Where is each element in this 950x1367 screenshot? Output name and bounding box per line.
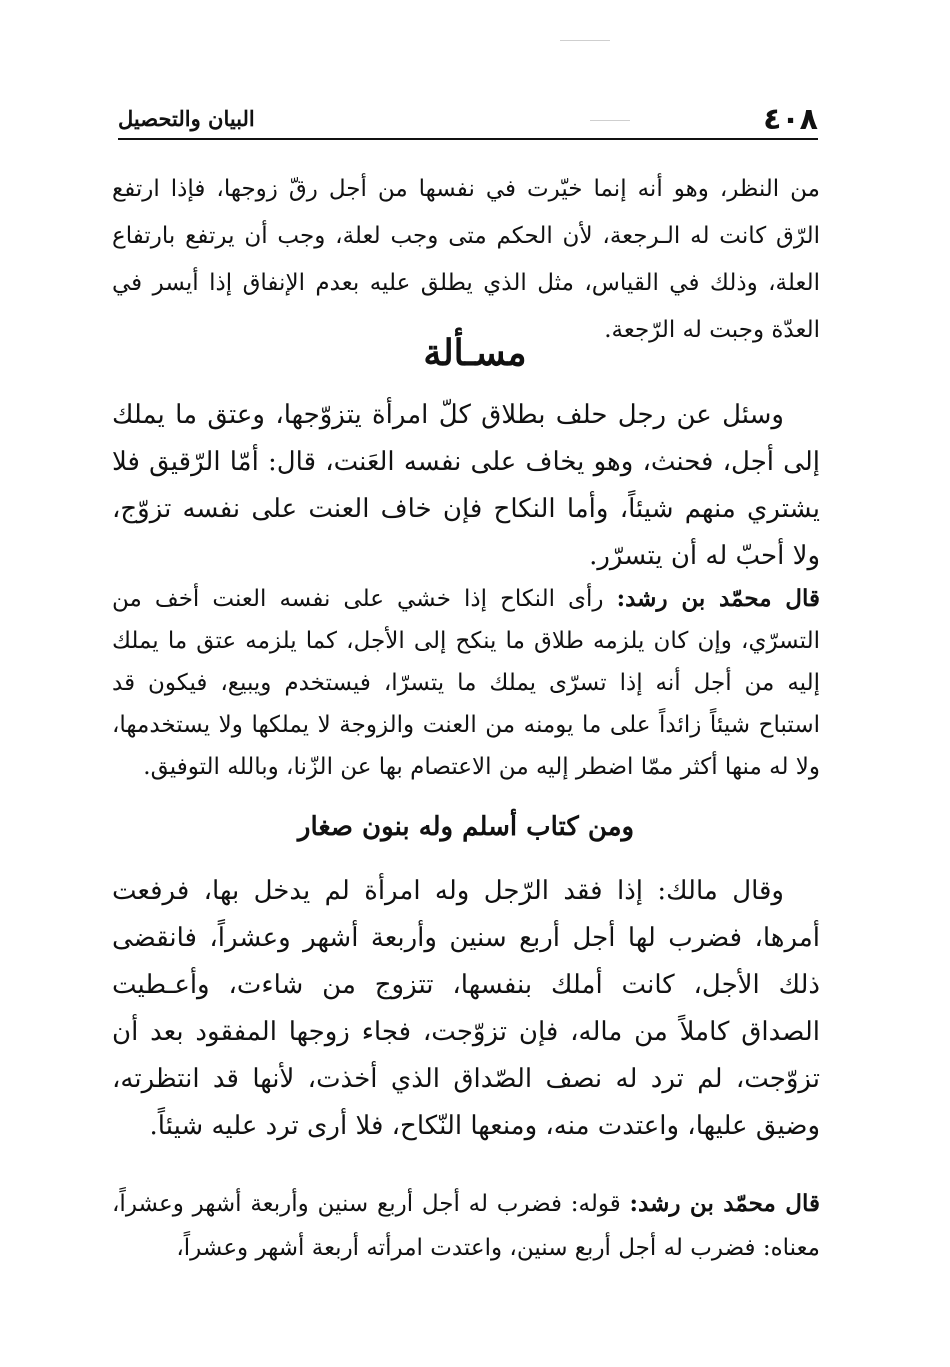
page-number: ٤٠٨ (763, 102, 818, 137)
masala-heading: مسـألة (423, 332, 527, 374)
running-title: البيان والتحصيل (118, 106, 255, 131)
paragraph-malik (112, 868, 820, 1150)
commentary-text-2: قوله: فضرب له أجل أربع سنين وأربعة أشهر وعشراً، معناه: فضرب له أجل أربع سنين، واعتدت امرأته أربعة أشهر وعشراً، (112, 1191, 820, 1261)
commentator-label: قال محمّد بن رشد: (629, 1190, 821, 1217)
header-rule (118, 138, 818, 140)
section-heading: ومن كتاب أسلم وله بنون صغار (297, 812, 635, 842)
commentary-text: رأى النكاح إذا خشي على نفسه العنت أخف من التسرّي، وإن كان يلزمه طلاق ما ينكح إلى الأجل، كما يلزمه عتق ما يملك إليه من أجل أنه إذا تسرّى يملك ما يتسرّا، فيستخدم ويبيع، فيكون قد استباح شيئاً زائداً على ما يومنه من العنت والزوجة لا يملكها ولا يستخدمها، ولا له منها أكثر ممّا اضطر إليه من الاعتصام بها عن الزّنا، وبالله التوفيق. (112, 586, 820, 780)
paragraph-commentary (112, 578, 820, 788)
paragraph-commentary-2 (112, 1182, 820, 1270)
paragraph-continuation: من النظر، وهو أنه إنما خيّرت في نفسها من أجل رقّ زوجها، فإذا ارتفع الرّق كانت له الـرجعة، لأن الحكم متى وجب لعلة، وجب أن يرتفع بارتفاع العلة، وذلك في القياس، مثل الذي يطلق عليه بعدم الإنفاق إذا أيسر في العدّة وجبت له الرّجعة. (112, 176, 820, 343)
question-text: وسئل عن رجل حلف بطلاق كلّ امرأة يتزوّجها، وعتق ما يملك إلى أجل، فحنث، وهو يخاف على نفسه العَنت، قال: أمّا الرّقيق فلا يشتري منهم شيئاً، وأما النكاح فإن خاف العنت على نفسه تزوّج، ولا أحبّ له أن يتسرّر. (112, 400, 820, 571)
page-header (118, 100, 818, 140)
scan-artifact (560, 40, 610, 41)
malik-text: وقال مالك: إذا فقد الرّجل وله امرأة لم يدخل بها، فرفعت أمرها، فضرب لها أجل أربع سنين وأربعة أشهر وعشراً، فانقضى ذلك الأجل، كانت أملك بنفسها، تتزوج من شاءت، وأعـطيت الصداق كاملاً من ماله، فإن تزوّجت، فجاء زوجها المفقود بعد أن تزوّجت، لم ترد له نصف الصّداق الذي أخذت، لأنها قد انتظرته، وضيق عليها، واعتدت منه، ومنعها النّكاح، فلا أرى ترد عليه شيئاً. (112, 876, 820, 1141)
paragraph-question (112, 392, 820, 580)
commentator-label: قال محمّد بن رشد: (616, 585, 821, 612)
